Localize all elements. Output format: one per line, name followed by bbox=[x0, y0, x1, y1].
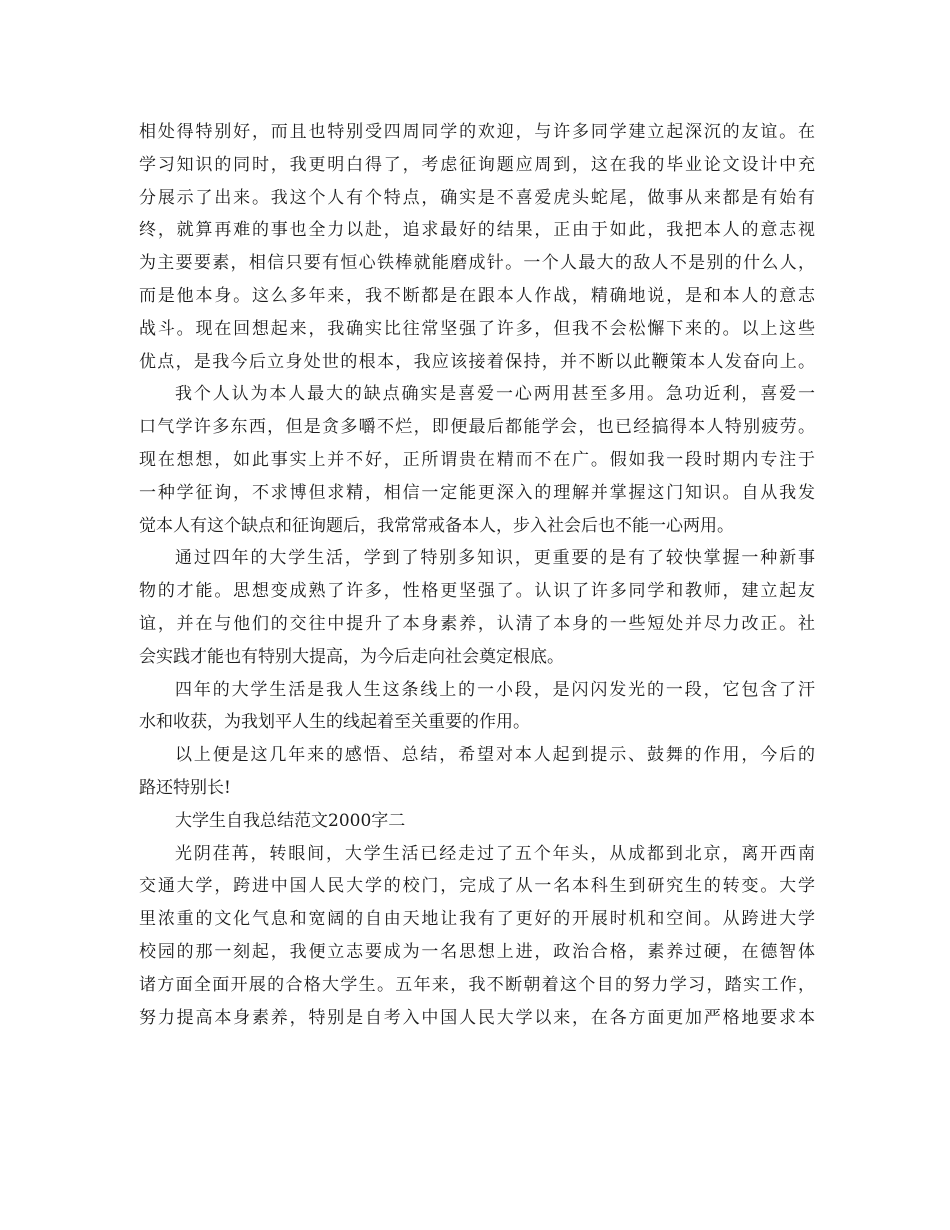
text-line: 我个人认为本人最大的缺点确实是喜爱一心两用甚至多用。急功近利，喜爱一 bbox=[175, 384, 815, 405]
text-line: 交通大学，跨进中国人民大学的校门，完成了从一名本科生到研究生的转变。大学 bbox=[139, 876, 815, 897]
text-line: 四年的大学生活是我人生这条线上的一小段，是闪闪发光的一段，它包含了汗 bbox=[175, 679, 815, 700]
text-line: 以上便是这几年来的感悟、总结，希望对本人起到提示、鼓舞的作用，今后的 bbox=[175, 745, 815, 766]
text-line: 水和收获，为我划平人生的线起着至关重要的作用。 bbox=[139, 712, 530, 733]
text-line: 而是他本身。这么多年来，我不断都是在跟本人作战，精确地说，是和本人的意志 bbox=[139, 285, 815, 306]
text-line: 一种学征询，不求博但求精，相信一定能更深入的理解并掌握这门知识。自从我发 bbox=[139, 482, 815, 503]
text-line: 通过四年的大学生活，学到了特别多知识，更重要的是有了较快掌握一种新事 bbox=[175, 548, 815, 569]
text-line: 校园的那一刻起，我便立志要成为一名思想上进，政治合格，素养过硬，在德智体 bbox=[139, 941, 815, 962]
text-line: 诸方面全面开展的合格大学生。五年来，我不断朝着这个目的努力学习，踏实工作， bbox=[139, 974, 815, 995]
text-line: 终，就算再难的事也全力以赴，追求最好的结果，正由于如此，我把本人的意志视 bbox=[139, 220, 815, 241]
text-line: 光阴荏苒，转眼间，大学生活已经走过了五个年头，从成都到北京，离开西南 bbox=[175, 843, 815, 864]
text-line: 里浓重的文化气息和宽阔的自由天地让我有了更好的开展时机和空间。从跨进大学 bbox=[139, 909, 815, 930]
document-body bbox=[139, 116, 815, 1034]
text-line: 口气学许多东西，但是贪多嚼不烂，即便最后都能学会，也已经搞得本人特别疲劳。 bbox=[139, 417, 815, 438]
text-line: 战斗。现在回想起来，我确实比往常坚强了许多，但我不会松懈下来的。以上这些 bbox=[139, 318, 815, 339]
text-line: 觉本人有这个缺点和征询题后，我常常戒备本人，步入社会后也不能一心两用。 bbox=[139, 515, 734, 536]
text-line: 大学生自我总结范文2000字二 bbox=[175, 810, 406, 831]
text-line: 为主要要素，相信只要有恒心铁棒就能磨成针。一个人最大的敌人不是别的什么人， bbox=[139, 253, 815, 274]
text-line: 谊，并在与他们的交往中提升了本身素养，认清了本身的一些短处并尽力改正。社 bbox=[139, 613, 815, 634]
text-line: 现在想想，如此事实上并不好，正所谓贵在精而不在广。假如我一段时期内专注于 bbox=[139, 449, 815, 470]
text-line: 相处得特别好，而且也特别受四周同学的欢迎，与许多同学建立起深沉的友谊。在 bbox=[139, 122, 815, 142]
text-line: 会实践才能也有特别大提高，为今后走向社会奠定根底。 bbox=[139, 646, 564, 667]
text-line: 努力提高本身素养，特别是自考入中国人民大学以来，在各方面更加严格地要求本 bbox=[139, 1007, 815, 1028]
text-line: 学习知识的同时，我更明白得了，考虑征询题应周到，这在我的毕业论文设计中充 bbox=[139, 154, 815, 175]
text-line: 分展示了出来。我这个人有个特点，确实是不喜爱虎头蛇尾，做事从来都是有始有 bbox=[139, 187, 815, 208]
text-line: 物的才能。思想变成熟了许多，性格更坚强了。认识了许多同学和教师，建立起友 bbox=[139, 581, 815, 602]
text-line: 优点，是我今后立身处世的根本，我应该接着保持，并不断以此鞭策本人发奋向上。 bbox=[139, 351, 815, 372]
text-line: 路还特别长! bbox=[139, 777, 231, 798]
